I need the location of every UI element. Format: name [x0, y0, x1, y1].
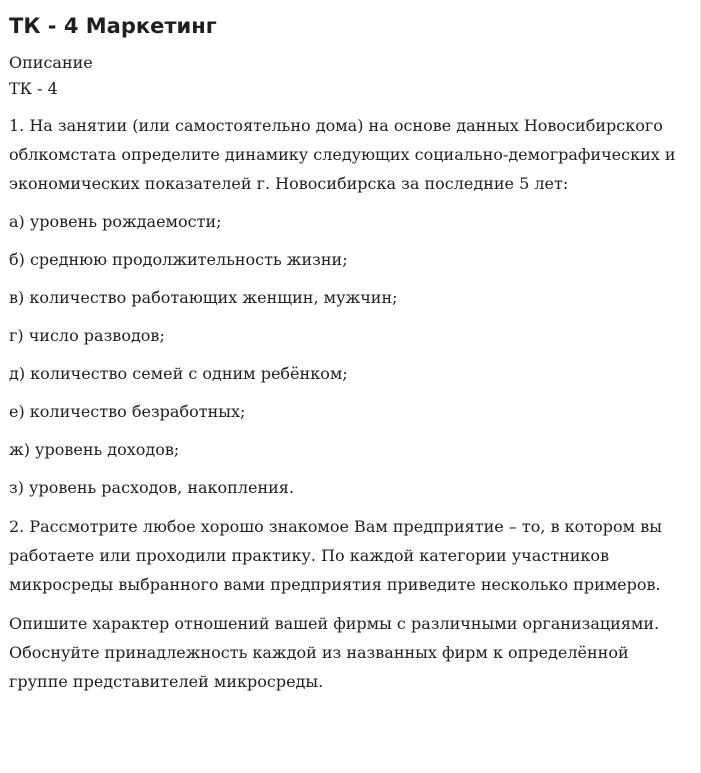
task-1-item-zh: ж) уровень доходов;	[9, 440, 180, 459]
description-label: Описание	[9, 53, 93, 72]
task-2-followup: Опишите характер отношений вашей фирмы с различными организациями. Обоснуйте принадлежность каждой из названных фирм к определённой группе представителей микросреды.	[9, 614, 660, 691]
task-1-item-z: з) уровень расходов, накопления.	[9, 478, 294, 497]
task-1-item-v: в) количество работающих женщин, мужчин;	[9, 288, 398, 307]
task-2-text: 2. Рассмотрите любое хорошо знакомое Вам предприятие – то, в котором вы работаете или проходили практику. По каждой категории участников микросреды выбранного вами предприятия приведите несколько примеров.	[9, 517, 662, 594]
document-subtitle: ТК - 4	[9, 79, 58, 98]
task-1-item-a: а) уровень рождаемости;	[9, 212, 222, 231]
task-1-item-g: г) число разводов;	[9, 326, 165, 345]
task-1-item-b: б) среднюю продолжительность жизни;	[9, 250, 348, 269]
task-1-intro: 1. На занятии (или самостоятельно дома) на основе данных Новосибирского облкомстата определите динамику следующих социально-демографических и экономических показателей г. Новосибирска за последние 5 лет:	[9, 116, 676, 193]
task-1-item-e: е) количество безработных;	[9, 402, 246, 421]
task-1-item-d: д) количество семей с одним ребёнком;	[9, 364, 348, 383]
page-title: ТК - 4 Маркетинг	[9, 14, 217, 38]
